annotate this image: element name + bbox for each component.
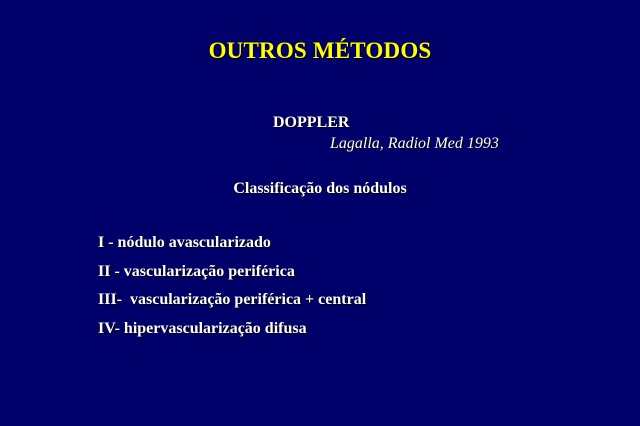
classification-item-2: II - vascularização periférica xyxy=(98,262,295,280)
classification-item-4: IV- hipervascularização difusa xyxy=(98,319,307,337)
classification-item-1: I - nódulo avascularizado xyxy=(98,234,271,251)
classification-item-3: III- vascularização periférica + central xyxy=(98,291,367,308)
slide-title: OUTROS MÉTODOS xyxy=(208,38,432,63)
reference-citation: Lagalla, Radiol Med 1993 xyxy=(330,135,499,152)
method-label: DOPPLER xyxy=(273,114,350,131)
classification-list xyxy=(98,229,366,343)
classification-heading: Classificação dos nódulos xyxy=(233,180,407,197)
